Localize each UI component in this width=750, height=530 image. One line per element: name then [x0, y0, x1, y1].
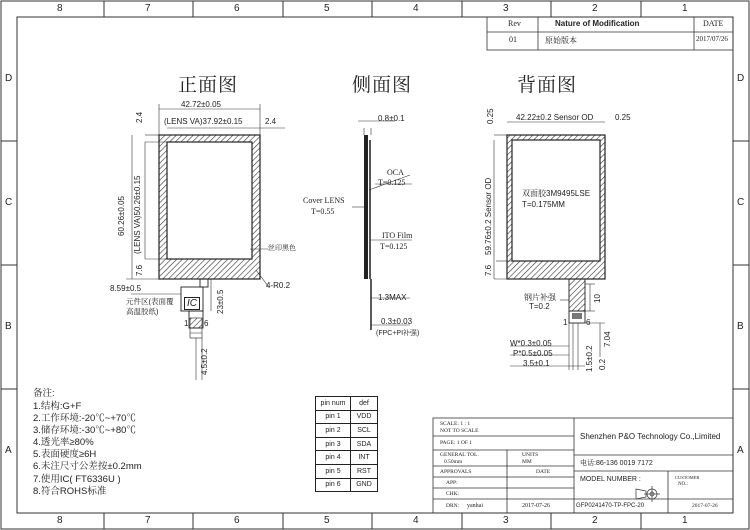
back-dim-704: 7.04	[603, 331, 612, 347]
tb-model-label: MODEL NUMBER :	[580, 476, 641, 483]
col-label-2-bottom: 2	[592, 515, 598, 526]
def-header: def	[351, 397, 378, 411]
back-right-margin: 0.25	[615, 113, 631, 122]
back-tape-thickness: T=0.175MM	[522, 200, 565, 209]
table-row	[316, 410, 378, 424]
side-ito-label: ITO Film	[382, 231, 413, 240]
pin-num-header: pin num	[316, 397, 351, 411]
front-component-area: 元件区(表面覆高温胶纸)	[126, 297, 174, 316]
front-height-total: 60.26±0.05	[117, 196, 126, 236]
pin-num-cell: pin 6	[316, 478, 351, 492]
col-label-2: 2	[592, 3, 598, 14]
pin-def-cell: GND	[351, 478, 378, 492]
col-label-7: 7	[145, 3, 151, 14]
row-label-b: B	[5, 321, 12, 332]
side-view-title: 侧面图	[352, 75, 413, 96]
projection-symbol	[636, 486, 660, 502]
tb-part-date: 2017-07-26	[692, 503, 718, 509]
pin-num-cell: pin 2	[316, 424, 351, 438]
table-row	[316, 451, 378, 465]
back-stiffener: 钢片补强	[524, 293, 556, 302]
tb-drn: DRN:	[446, 503, 460, 509]
pin-num-cell: pin 4	[316, 451, 351, 465]
back-pin1: 1	[563, 318, 568, 327]
col-label-4-bottom: 4	[413, 515, 419, 526]
note-item: 5.表面硬度≥6H	[33, 449, 97, 460]
col-label-8-bottom: 8	[57, 515, 63, 526]
pin-def-cell: RST	[351, 464, 378, 478]
pin-num-cell: pin 1	[316, 410, 351, 424]
tb-scale: SCALE: 1 : 1	[440, 421, 471, 427]
pin-definition-table	[315, 396, 378, 492]
col-label-5-bottom: 5	[324, 515, 330, 526]
table-row	[316, 424, 378, 438]
front-bottom-margin: 7.6	[135, 264, 144, 276]
side-view-outline	[364, 135, 371, 330]
row-label-c: C	[5, 197, 13, 208]
table-row	[316, 464, 378, 478]
col-label-1-bottom: 1	[682, 515, 688, 526]
note-item: 4.透光率≥80%	[33, 437, 94, 448]
col-label-7-bottom: 7	[145, 515, 151, 526]
side-fpc-thickness: 0.3±0.03	[381, 317, 413, 326]
tb-no-label: NO.:	[678, 482, 688, 487]
row-label-d-right: D	[737, 73, 745, 84]
rev-value: 01	[509, 35, 517, 44]
col-label-3: 3	[503, 3, 509, 14]
tb-company: Shenzhen P&O Technology Co.,Limited	[580, 432, 721, 441]
back-w-pitch: W*0.3±0.05	[510, 339, 552, 348]
table-row	[316, 437, 378, 451]
back-tail-15: 1.5±0.2	[585, 345, 594, 372]
col-label-6-bottom: 6	[234, 515, 240, 526]
back-tail-02: 0.2	[598, 358, 607, 370]
front-right-margin: 2.4	[265, 117, 277, 126]
note-item: 8.符合ROHS标准	[33, 486, 107, 497]
back-stiffener-t: T=0.2	[529, 302, 550, 311]
back-top-margin: 0.25	[486, 108, 495, 124]
table-row	[316, 478, 378, 492]
rev-header: Rev	[508, 19, 521, 28]
tb-chk: CHK:	[446, 491, 460, 497]
row-label-a: A	[5, 445, 12, 456]
back-sensor-width: 42.22±0.2 Sensor OD	[516, 113, 594, 122]
row-label-b-right: B	[737, 321, 744, 332]
row-label-d: D	[5, 73, 13, 84]
tb-drn-name: yanhai	[467, 503, 483, 509]
note-item: 6.未注尺寸公差按±0.2mm	[33, 461, 142, 472]
tb-app: APP:	[446, 480, 458, 486]
front-pin6: 6	[204, 319, 209, 328]
back-sensor-height: 59.76±0.2 Sensor OD	[484, 177, 493, 255]
front-corner-radius: 4-R0.2	[266, 281, 291, 290]
side-cover-t: T=0.55	[311, 207, 335, 216]
table-header-row	[316, 397, 378, 411]
side-fpc-note: (FPC+PI补强)	[376, 330, 420, 337]
note-item: 2.工作环境:-20℃~+70℃	[33, 413, 136, 424]
side-max-label: 1.3MAX	[378, 293, 407, 302]
side-oca-t: T=0.125	[378, 178, 406, 187]
row-label-a-right: A	[737, 445, 744, 456]
tb-general-tol: GENERAL TOL.	[440, 452, 479, 458]
col-label-3-bottom: 3	[503, 515, 509, 526]
pin-def-cell: VDD	[351, 410, 378, 424]
side-cover-label: Cover LENS	[303, 196, 345, 205]
front-lens-va-height: (LENS VA)50.26±0.15	[133, 175, 142, 254]
tb-part-number: GFP0241470-TP-FPC-20	[576, 503, 645, 509]
front-tail-offset: 8.59±0.5	[110, 284, 142, 293]
side-oca-label: OCA	[387, 168, 404, 177]
front-tail-length: 23±0.5	[216, 289, 225, 314]
front-tail-end: 4.5±0.2	[200, 348, 209, 375]
front-lens-va-width: (LENS VA)37.92±0.15	[164, 117, 243, 126]
nature-header: Nature of Modification	[555, 19, 640, 28]
front-view-title: 正面图	[178, 75, 239, 96]
tb-date: DATE	[536, 469, 551, 475]
pin-def-cell: INT	[351, 451, 378, 465]
note-item: 7.使用IC( FT6336U )	[33, 474, 121, 485]
row-label-c-right: C	[737, 197, 745, 208]
front-view-outline	[159, 135, 260, 338]
nature-value: 原始版本	[545, 36, 577, 45]
tb-units-value: MM	[522, 459, 532, 465]
pin-num-cell: pin 3	[316, 437, 351, 451]
col-label-4: 4	[413, 3, 419, 14]
tb-page: PAGE: 1 OF 1	[440, 440, 473, 446]
back-tape-label: 双面胶3M9495LSE	[522, 189, 591, 198]
back-view-title: 背面图	[517, 75, 578, 96]
note-item: 1.结构:G+F	[33, 401, 82, 412]
pin-def-cell: SDA	[351, 437, 378, 451]
front-width-total: 42.72±0.05	[181, 100, 221, 109]
back-p-pitch: P*0.5±0.05	[513, 349, 553, 358]
tb-tol-value: 0.50mm	[444, 459, 463, 465]
tb-approvals: APPROVALS	[440, 469, 472, 475]
date-header: DATE	[703, 19, 724, 28]
note-item: 3.储存环境:-30℃~+80℃	[33, 425, 136, 436]
col-label-1: 1	[682, 3, 688, 14]
side-ito-t: T=0.125	[380, 242, 408, 251]
col-label-5: 5	[324, 3, 330, 14]
col-label-8: 8	[57, 3, 63, 14]
notes-title: 备注:	[33, 388, 55, 399]
side-thickness: 0.8±0.1	[378, 114, 405, 123]
col-label-6: 6	[234, 3, 240, 14]
front-ic-label: IC	[184, 297, 200, 310]
tb-units: UNITS	[522, 452, 539, 458]
tb-not-to-scale: NOT TO SCALE	[440, 428, 479, 434]
back-dim-10: 10	[593, 294, 602, 303]
back-pin6: 6	[586, 318, 591, 327]
front-silk-label: 丝印黑色	[268, 245, 296, 252]
tb-phone: 电话:86-136 0019 7172	[580, 460, 653, 467]
pin-num-cell: pin 5	[316, 464, 351, 478]
tb-drn-date: 2017-07-26	[522, 503, 550, 509]
front-pin1: 1	[184, 319, 189, 328]
tb-customer-label: CUSTOMER	[675, 475, 700, 480]
front-top-margin: 2.4	[135, 111, 144, 123]
back-width-35: 3.5±0.1	[523, 359, 550, 368]
date-value: 2017/07/26	[696, 35, 728, 43]
back-bottom-dim: 7.6	[484, 264, 493, 276]
pin-def-cell: SCL	[351, 424, 378, 438]
